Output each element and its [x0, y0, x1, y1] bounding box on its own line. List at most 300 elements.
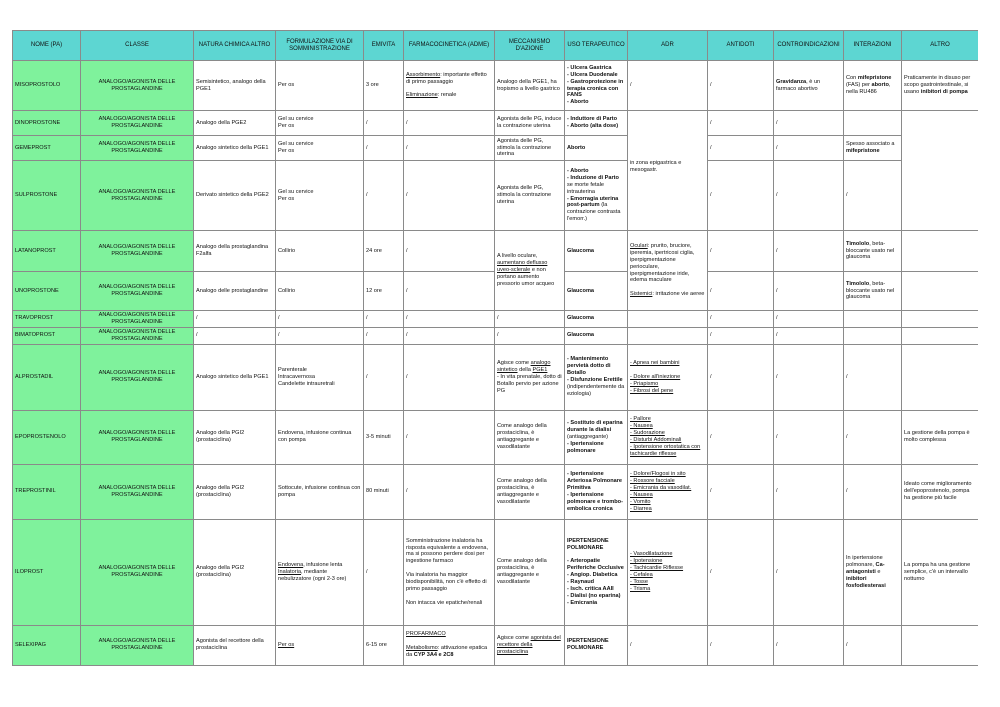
- cell-natura[interactable]: Agonista del recettore della prostaciclina: [194, 625, 276, 665]
- cell-meccanismo[interactable]: [495, 344, 565, 410]
- header-adr[interactable]: ADR: [628, 31, 708, 61]
- table-row-selexipag: [13, 625, 979, 665]
- cell-formulazione[interactable]: Sottocute, infusione continua con pompa: [276, 464, 364, 519]
- cell-emivita[interactable]: /: [364, 344, 404, 410]
- cell-classe[interactable]: ANALOGO/AGONISTA DELLE PROSTAGLANDINE: [81, 231, 194, 272]
- list-item: - Arteropatie Periferiche Occlusive: [567, 558, 624, 572]
- cell-altro[interactable]: [902, 231, 979, 272]
- table-row-travoprost: [13, 311, 979, 328]
- text-fragment: (indipendentemente da eziologia): [567, 384, 625, 398]
- cell-altro[interactable]: [902, 344, 979, 410]
- text-fragment: - In vita prenatale, dotto di Botallo pervio per azione PG: [497, 373, 562, 394]
- list-item: - Fibrosi del pene: [630, 387, 674, 394]
- cell-uso[interactable]: [565, 410, 628, 464]
- table-row-misoprostolo: [13, 61, 979, 111]
- table-row-treprostinil: [13, 464, 979, 519]
- cell-antidoti[interactable]: /: [708, 272, 774, 311]
- cell-farmacocinetica[interactable]: /: [404, 161, 495, 231]
- header-formulazione[interactable]: FORMULAZIONE VIA DI SOMMINISTRAZIONE: [276, 31, 364, 61]
- list-item: - Ipertensione polmonare e trombo-embolica cronica: [567, 491, 623, 512]
- list-item: - Dialisi (no eparina): [567, 593, 621, 600]
- text-fragment: : prurito, bruciore, iperemia, ipertricosi ciglia, iperpigmentazione perioculare, iperpigmentazione iride, edema maculare: [630, 242, 695, 284]
- cell-antidoti[interactable]: /: [708, 61, 774, 111]
- text-fragment: Metabolismo: [406, 645, 438, 652]
- cell-meccanismo[interactable]: Agonista delle PG, induce la contrazione uterina: [495, 111, 565, 136]
- cell-nome[interactable]: LATANOPROST: [13, 231, 81, 272]
- text-fragment: - Disfunzione Erettile: [567, 377, 623, 384]
- cell-classe[interactable]: ANALOGO/AGONISTA DELLE PROSTAGLANDINE: [81, 519, 194, 625]
- text-fragment: - Emorragia uterina post-partum: [567, 195, 619, 209]
- cell-emivita[interactable]: /: [364, 161, 404, 231]
- list-item: Non intacca vie epatiche/renali: [406, 600, 483, 607]
- cell-uso[interactable]: Glaucoma: [565, 311, 628, 328]
- list-item: Per os: [278, 123, 295, 129]
- cell-classe[interactable]: ANALOGO/AGONISTA DELLE PROSTAGLANDINE: [81, 410, 194, 464]
- text-fragment: della: [517, 366, 533, 373]
- list-item: - Apnea nei bambini: [630, 359, 680, 366]
- text-fragment: - Sostituto di eparina durante la dialisi: [567, 419, 623, 433]
- list-item: - Trisma: [630, 586, 651, 593]
- text-fragment: , è un farmaco abortivo: [776, 78, 821, 92]
- cell-altro[interactable]: [902, 327, 979, 344]
- list-item: - Rossore facciale: [630, 477, 675, 484]
- cell-antidoti[interactable]: /: [708, 344, 774, 410]
- list-item: - Pallore: [630, 416, 651, 423]
- text-fragment: inibitori fosfodiesterasi: [846, 575, 886, 589]
- list-item: - Dolore all'iniezione: [630, 373, 681, 380]
- cell-classe[interactable]: ANALOGO/AGONISTA DELLE PROSTAGLANDINE: [81, 327, 194, 344]
- list-item: Gel su cervice: [278, 188, 314, 195]
- list-item: - Cefalea: [630, 572, 653, 579]
- cell-nome[interactable]: DINOPROSTONE: [13, 111, 81, 136]
- cell-natura[interactable]: Derivato sintetico della PGE2: [194, 161, 276, 231]
- cell-antidoti[interactable]: /: [708, 311, 774, 328]
- cell-controindicazioni[interactable]: /: [774, 410, 844, 464]
- cell-nome[interactable]: TREPROSTINIL: [13, 464, 81, 519]
- cell-controindicazioni[interactable]: /: [774, 464, 844, 519]
- cell-emivita[interactable]: 12 ore: [364, 272, 404, 311]
- list-item: [567, 175, 625, 196]
- list-item: Gel su cervice: [278, 116, 314, 123]
- text-fragment: Timololo: [846, 280, 870, 287]
- cell-adr[interactable]: [628, 519, 708, 625]
- text-fragment: e non portano aumento pressorio umor acqueo: [497, 267, 555, 287]
- list-item: - Gastroprotezione in terapia cronica con FANS: [567, 78, 624, 99]
- cell-formulazione[interactable]: Per os: [276, 625, 364, 665]
- text-fragment: Con: [846, 75, 858, 82]
- cell-adr[interactable]: [628, 464, 708, 519]
- list-item: - Raynaud: [567, 579, 595, 586]
- table-row-epoprostenolo: [13, 410, 979, 464]
- cell-meccanismo[interactable]: Agonista delle PG, stimola la contrazione uterina: [495, 161, 565, 231]
- header-altro[interactable]: ALTRO: [902, 31, 979, 61]
- cell-formulazione[interactable]: /: [276, 327, 364, 344]
- cell-natura[interactable]: Analogo della prostaglandina F2alfa: [194, 231, 276, 272]
- text-fragment: , nella RU486: [846, 82, 891, 95]
- header-uso[interactable]: USO TERAPEUTICO: [565, 31, 628, 61]
- text-fragment: A livello oculare,: [497, 253, 538, 260]
- cell-natura[interactable]: Analogo della PGI2 (prostaciclina): [194, 410, 276, 464]
- cell-antidoti[interactable]: /: [708, 231, 774, 272]
- list-item: - Mantenimento pervietà dotto di Botallo: [567, 356, 611, 377]
- cell-natura[interactable]: Analogo della PGI2 (prostaciclina): [194, 464, 276, 519]
- list-item: - Aborto: [567, 167, 589, 174]
- cell-nome[interactable]: EPOPROSTENOLO: [13, 410, 81, 464]
- cell-altro[interactable]: [902, 625, 979, 665]
- cell-altro[interactable]: La gestione della pompa è molto complessa: [902, 410, 979, 464]
- cell-farmacocinetica[interactable]: /: [404, 464, 495, 519]
- cell-classe[interactable]: ANALOGO/AGONISTA DELLE PROSTAGLANDINE: [81, 111, 194, 136]
- cell-natura[interactable]: /: [194, 311, 276, 328]
- list-item: - Ipertensione polmonare: [567, 440, 604, 454]
- list-item: - Sudorazione: [630, 430, 665, 437]
- cell-meccanismo[interactable]: Agonista delle PG, stimola la contrazione uterina: [495, 136, 565, 161]
- text-fragment: in zona epigastrica e mesogastr.: [630, 160, 682, 173]
- cell-natura[interactable]: Analogo delle prostaglandine: [194, 272, 276, 311]
- cell-antidoti[interactable]: /: [708, 161, 774, 231]
- cell-uso[interactable]: IPERTENSIONE POLMONARE: [565, 625, 628, 665]
- cell-uso[interactable]: Glaucoma: [565, 272, 628, 311]
- cell-interazioni[interactable]: [844, 311, 902, 328]
- cell-emivita[interactable]: 6-15 ore: [364, 625, 404, 665]
- cell-formulazione[interactable]: Per os: [276, 61, 364, 111]
- list-item: PROFARMACO: [406, 631, 446, 638]
- header-meccanismo[interactable]: MECCANISMO D'AZIONE: [495, 31, 565, 61]
- table-row-dinoprostone: [13, 111, 979, 136]
- cell-interazioni[interactable]: [844, 61, 902, 111]
- list-item: [567, 420, 625, 441]
- cell-antidoti[interactable]: /: [708, 410, 774, 464]
- cell-antidoti[interactable]: /: [708, 136, 774, 161]
- text-fragment: Agisce come: [497, 634, 531, 641]
- cell-antidoti[interactable]: /: [708, 327, 774, 344]
- cell-adr[interactable]: [628, 327, 708, 344]
- cell-adr[interactable]: [628, 410, 708, 464]
- cell-classe[interactable]: ANALOGO/AGONISTA DELLE PROSTAGLANDINE: [81, 344, 194, 410]
- cell-formulazione[interactable]: [276, 344, 364, 410]
- list-item: - Tachicardie Riflesse: [630, 565, 684, 572]
- cell-uso[interactable]: Glaucoma: [565, 231, 628, 272]
- cell-controindicazioni[interactable]: /: [774, 231, 844, 272]
- pharmacology-spreadsheet: [12, 30, 978, 670]
- cell-uso[interactable]: [565, 464, 628, 519]
- cell-farmacocinetica[interactable]: /: [404, 111, 495, 136]
- text-fragment: Eliminazione: [406, 92, 438, 99]
- text-fragment: analogo sintetico: [497, 359, 551, 373]
- cell-natura[interactable]: /: [194, 327, 276, 344]
- cell-emivita[interactable]: /: [364, 327, 404, 344]
- cell-altro-prostaglandine[interactable]: [902, 111, 979, 231]
- cell-classe[interactable]: ANALOGO/AGONISTA DELLE PROSTAGLANDINE: [81, 311, 194, 328]
- cell-natura[interactable]: Analogo sintetico della PGE1: [194, 136, 276, 161]
- cell-controindicazioni[interactable]: /: [774, 311, 844, 328]
- header-antidoti[interactable]: ANTIDOTI: [708, 31, 774, 61]
- cell-antidoti[interactable]: /: [708, 625, 774, 665]
- header-row: [13, 31, 979, 61]
- table-row-bimatoprost: [13, 327, 979, 344]
- cell-farmacocinetica[interactable]: /: [404, 327, 495, 344]
- cell-emivita[interactable]: 24 ore: [364, 231, 404, 272]
- cell-nome[interactable]: BIMATOPROST: [13, 327, 81, 344]
- list-item: - Angiop. Diabetica: [567, 572, 618, 579]
- list-item: - Induttore di Parto: [567, 116, 618, 123]
- cell-uso[interactable]: [565, 61, 628, 111]
- cell-controindicazioni[interactable]: /: [774, 327, 844, 344]
- text-fragment: aborto: [871, 82, 889, 88]
- cell-interazioni[interactable]: /: [844, 464, 902, 519]
- cell-controindicazioni[interactable]: /: [774, 519, 844, 625]
- list-item: - Isch. critica AAII: [567, 586, 614, 593]
- cell-altro[interactable]: La pompa ha una gestione semplice, c'è un intervallo notturno: [902, 519, 979, 625]
- cell-classe[interactable]: ANALOGO/AGONISTA DELLE PROSTAGLANDINE: [81, 272, 194, 311]
- text-fragment: aumentano deflusso uveo-sclerale: [497, 260, 548, 273]
- cell-classe[interactable]: ANALOGO/AGONISTA DELLE PROSTAGLANDINE: [81, 625, 194, 665]
- cell-uso[interactable]: Glaucoma: [565, 327, 628, 344]
- list-item: - Nausea: [630, 491, 653, 498]
- list-item: [630, 160, 705, 174]
- cell-meccanismo[interactable]: /: [495, 327, 565, 344]
- cell-formulazione[interactable]: [276, 519, 364, 625]
- cell-altro[interactable]: [902, 311, 979, 328]
- text-fragment: In ipertensione polmonare,: [846, 554, 883, 568]
- cell-interazioni[interactable]: /: [844, 344, 902, 410]
- cell-farmacocinetica[interactable]: /: [404, 136, 495, 161]
- cell-natura[interactable]: Semisintetico, analogo della PGE1: [194, 61, 276, 111]
- cell-interazioni[interactable]: [844, 272, 902, 311]
- text-fragment: Timololo: [846, 240, 870, 247]
- cell-natura[interactable]: Analogo della PGE2: [194, 111, 276, 136]
- cell-emivita[interactable]: 80 minuti: [364, 464, 404, 519]
- header-nome[interactable]: NOME (PA): [13, 31, 81, 61]
- text-fragment: , beta-bloccante usato nel glaucoma: [846, 240, 895, 261]
- cell-meccanismo[interactable]: [495, 625, 565, 665]
- table-row-sulprostone: [13, 161, 979, 231]
- text-fragment: (FAS) per: [846, 82, 872, 88]
- text-fragment: inibitori di pompa: [920, 88, 968, 95]
- text-fragment: Oculari: [630, 242, 648, 249]
- cell-emivita[interactable]: /: [364, 111, 404, 136]
- cell-emivita[interactable]: /: [364, 519, 404, 625]
- drug-table: [12, 30, 978, 666]
- cell-controindicazioni[interactable]: /: [774, 136, 844, 161]
- list-item: - Vasodilatazione: [630, 551, 673, 558]
- cell-emivita[interactable]: /: [364, 136, 404, 161]
- list-item: IPERTENSIONE POLMONARE: [567, 537, 609, 551]
- cell-farmacocinetica[interactable]: /: [404, 311, 495, 328]
- list-item: [567, 196, 625, 224]
- cell-emivita[interactable]: 3-5 minuti: [364, 410, 404, 464]
- cell-interazioni[interactable]: /: [844, 410, 902, 464]
- text-fragment: Inalatoria: [278, 568, 302, 575]
- text-fragment: e: [875, 568, 881, 575]
- text-fragment: : renale: [437, 92, 457, 99]
- header-classe[interactable]: CLASSE: [81, 31, 194, 61]
- cell-farmacocinetica[interactable]: [404, 625, 495, 665]
- text-fragment: , mediante nebulizzatore (ogni 2-3 ore): [278, 568, 347, 582]
- table-row-latanoprost: [13, 231, 979, 272]
- list-item: - Ipotensione: [630, 558, 663, 565]
- table-row-iloprost: [13, 519, 979, 625]
- cell-altro[interactable]: [902, 272, 979, 311]
- cell-adr-prostaglandine[interactable]: [628, 111, 708, 231]
- cell-classe[interactable]: ANALOGO/AGONISTA DELLE PROSTAGLANDINE: [81, 61, 194, 111]
- text-fragment: - Induzione di Parto: [567, 174, 619, 181]
- table-row-gemeprost: [13, 136, 979, 161]
- cell-meccanismo-glaucoma[interactable]: [495, 231, 565, 311]
- cell-natura[interactable]: Analogo della PGI2 (prostaciclina): [194, 519, 276, 625]
- list-item: - Dolore/Flogosi in sito: [630, 470, 686, 477]
- text-fragment: agonista del recettore della prostaciclina: [497, 634, 561, 655]
- cell-farmacocinetica[interactable]: /: [404, 344, 495, 410]
- cell-classe[interactable]: ANALOGO/AGONISTA DELLE PROSTAGLANDINE: [81, 464, 194, 519]
- list-item: Parenterale: [278, 366, 307, 373]
- header-farmacocinetica[interactable]: FARMACOCINETICA (ADME): [404, 31, 495, 61]
- list-item: [567, 377, 625, 398]
- list-item: Per os: [278, 148, 295, 154]
- cell-interazioni[interactable]: /: [844, 161, 902, 231]
- text-fragment: PGE1: [532, 366, 548, 373]
- list-item: - Disturbi Addominali: [630, 437, 682, 444]
- text-fragment: (la contrazione contrasta l'emorr.): [567, 202, 621, 223]
- cell-nome[interactable]: UNOPROSTONE: [13, 272, 81, 311]
- list-item: - Vomito: [630, 498, 651, 505]
- list-item: Intracavernosa: [278, 373, 316, 380]
- text-fragment: Ca-antagonisti: [846, 561, 885, 575]
- text-fragment: , beta-bloccante usato nel glaucoma: [846, 280, 895, 301]
- text-fragment: : importante effetto di primo passaggio: [406, 71, 487, 85]
- cell-farmacocinetica[interactable]: [404, 519, 495, 625]
- text-fragment: Spesso associato a: [846, 141, 895, 148]
- cell-formulazione[interactable]: /: [276, 311, 364, 328]
- cell-formulazione[interactable]: Collirio: [276, 272, 364, 311]
- list-item: - Nausea: [630, 423, 653, 430]
- cell-nome[interactable]: GEMEPROST: [13, 136, 81, 161]
- list-item: - Ipertensione Arteriosa Polmonare Primitiva: [567, 470, 623, 491]
- text-fragment: Praticamente in disuso per scopo gastrointestinale, si usano: [904, 75, 971, 95]
- cell-interazioni[interactable]: [844, 136, 902, 161]
- cell-formulazione[interactable]: [276, 161, 364, 231]
- cell-formulazione[interactable]: Collirio: [276, 231, 364, 272]
- cell-farmacocinetica[interactable]: /: [404, 272, 495, 311]
- cell-meccanismo[interactable]: Analogo della PGE1, ha tropismo a livello gastrico: [495, 61, 565, 111]
- cell-formulazione[interactable]: Endovena, infusione continua con pompa: [276, 410, 364, 464]
- cell-farmacocinetica[interactable]: [404, 61, 495, 111]
- cell-adr[interactable]: [628, 311, 708, 328]
- cell-adr[interactable]: [628, 344, 708, 410]
- cell-natura[interactable]: Analogo sintetico della PGE1: [194, 344, 276, 410]
- cell-antidoti[interactable]: /: [708, 111, 774, 136]
- cell-nome[interactable]: ILOPROST: [13, 519, 81, 625]
- text-fragment: , infusione lenta: [303, 561, 343, 568]
- cell-nome[interactable]: ALPROSTADIL: [13, 344, 81, 410]
- cell-classe[interactable]: ANALOGO/AGONISTA DELLE PROSTAGLANDINE: [81, 136, 194, 161]
- header-interazioni[interactable]: INTERAZIONI: [844, 31, 902, 61]
- text-fragment: Assorbimento: [406, 71, 441, 78]
- cell-controindicazioni[interactable]: /: [774, 111, 844, 136]
- list-item: - Emicrania da vasodilat.: [630, 484, 692, 491]
- list-item: Per os: [278, 195, 295, 202]
- cell-uso[interactable]: Aborto: [565, 136, 628, 161]
- list-item: - Priapismo: [630, 380, 659, 387]
- text-fragment: Gravidanza: [776, 78, 807, 85]
- list-item: - Aborto: [567, 99, 589, 106]
- cell-adr[interactable]: /: [628, 61, 708, 111]
- cell-altro[interactable]: Ideato come miglioramento dell'epoprostenolo, pompa ha gestione più facile: [902, 464, 979, 519]
- text-fragment: : attivazione epatica da: [406, 645, 488, 659]
- list-item: - Ulcera Duodenale: [567, 71, 618, 78]
- cell-controindicazioni[interactable]: /: [774, 344, 844, 410]
- list-item: - Tosse: [630, 579, 648, 586]
- list-item: - Emicrania: [567, 600, 598, 607]
- cell-uso[interactable]: [565, 161, 628, 231]
- text-fragment: Sistemici: [630, 291, 653, 298]
- text-fragment: Agisce come: [497, 359, 531, 366]
- cell-uso[interactable]: [565, 519, 628, 625]
- cell-formulazione[interactable]: [276, 111, 364, 136]
- list-item: - Ipotensione ortostatica con tachicardie riflesse: [630, 444, 701, 458]
- list-item: - Aborto (alta dose): [567, 123, 619, 129]
- cell-interazioni[interactable]: /: [844, 625, 902, 665]
- cell-controindicazioni[interactable]: /: [774, 625, 844, 665]
- cell-interazioni[interactable]: [844, 231, 902, 272]
- cell-meccanismo[interactable]: Come analogo della prostaciclina, è antiaggregante e vasodilatante: [495, 519, 565, 625]
- text-fragment: Endovena: [278, 561, 304, 568]
- cell-uso[interactable]: [565, 344, 628, 410]
- cell-farmacocinetica[interactable]: /: [404, 410, 495, 464]
- cell-altro[interactable]: [902, 61, 979, 111]
- text-fragment: mifepristone: [857, 75, 892, 82]
- cell-antidoti[interactable]: /: [708, 464, 774, 519]
- text-fragment: CYP 3A4 e 2C8: [413, 652, 454, 659]
- cell-interazioni[interactable]: [844, 519, 902, 625]
- cell-formulazione[interactable]: [276, 136, 364, 161]
- cell-emivita[interactable]: 3 ore: [364, 61, 404, 111]
- cell-nome[interactable]: SELEXIPAG: [13, 625, 81, 665]
- list-item: Somministrazione inalatoria ha risposta equivalente a endovena, ma si possono perdere dosi per ingestione farmaco: [406, 537, 489, 565]
- cell-interazioni[interactable]: [844, 327, 902, 344]
- list-item: Gel su cervice: [278, 141, 314, 148]
- list-item: Candelette intrauretrali: [278, 380, 335, 387]
- cell-adr-glaucoma[interactable]: [628, 231, 708, 311]
- cell-antidoti[interactable]: /: [708, 519, 774, 625]
- header-controindicazioni[interactable]: CONTROINDICAZIONI: [774, 31, 844, 61]
- cell-meccanismo[interactable]: Come analogo della prostaciclina, è antiaggregante e vasodilatante: [495, 464, 565, 519]
- list-item: Via inalatoria ha maggior biodisponibilità, non c'è effetto di primo passaggio: [406, 572, 487, 593]
- table-row-alprostadil: [13, 344, 979, 410]
- cell-emivita[interactable]: /: [364, 311, 404, 328]
- list-item: - Ulcera Gastrica: [567, 64, 612, 71]
- list-item: - Diarrea: [630, 505, 652, 512]
- cell-controindicazioni[interactable]: /: [774, 161, 844, 231]
- text-fragment: mifepristone: [846, 148, 880, 154]
- cell-adr[interactable]: /: [628, 625, 708, 665]
- text-fragment: : irritazione vie aeree: [652, 291, 705, 298]
- cell-farmacocinetica[interactable]: /: [404, 231, 495, 272]
- cell-nome[interactable]: TRAVOPROST: [13, 311, 81, 328]
- cell-controindicazioni[interactable]: /: [774, 272, 844, 311]
- cell-meccanismo[interactable]: /: [495, 311, 565, 328]
- cell-nome[interactable]: SULPROSTONE: [13, 161, 81, 231]
- cell-nome[interactable]: MISOPROSTOLO: [13, 61, 81, 111]
- cell-classe[interactable]: ANALOGO/AGONISTA DELLE PROSTAGLANDINE: [81, 161, 194, 231]
- cell-meccanismo[interactable]: Come analogo della prostaciclina, è antiaggregante e vasodilatante: [495, 410, 565, 464]
- text-fragment: se morte fetale intrauterina: [567, 181, 604, 195]
- header-emivita[interactable]: EMIVITA: [364, 31, 404, 61]
- cell-interazioni[interactable]: [844, 111, 902, 136]
- header-natura[interactable]: NATURA CHIMICA ALTRO: [194, 31, 276, 61]
- cell-controindicazioni[interactable]: [774, 61, 844, 111]
- cell-uso[interactable]: [565, 111, 628, 136]
